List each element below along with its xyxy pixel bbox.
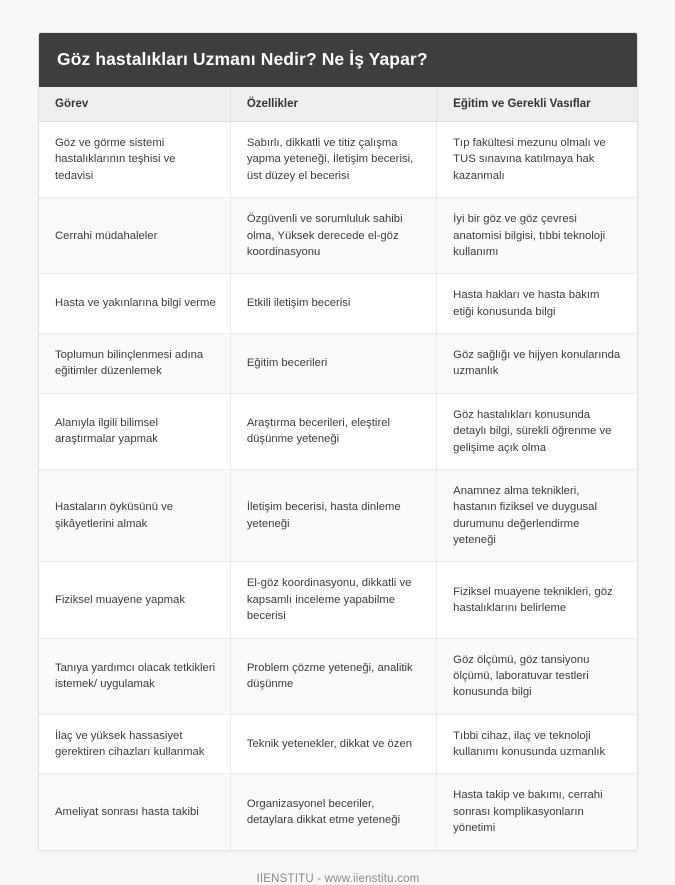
cell-egitim: Tıp fakültesi mezunu olmalı ve TUS sınavına katılmaya hak kazanmalı (437, 122, 637, 198)
table-row (39, 334, 637, 394)
table-row (39, 638, 637, 714)
cell-gorev: Hastaların öyküsünü ve şikâyetlerini almak (39, 469, 230, 562)
column-header-egitim: Eğitim ve Gerekli Vasıflar (437, 87, 637, 122)
cell-gorev: Fiziksel muayene yapmak (39, 562, 230, 638)
cell-egitim: İyi bir göz ve göz çevresi anatomisi bilgisi, tıbbi teknoloji kullanımı (437, 198, 637, 274)
cell-egitim: Tıbbi cihaz, ilaç ve teknoloji kullanımı konusunda uzmanlık (437, 714, 637, 774)
cell-egitim: Anamnez alma teknikleri, hastanın fiziksel ve duygusal durumunu değerlendirme yeteneği (437, 469, 637, 562)
column-header-ozellikler: Özellikler (230, 87, 436, 122)
table-header (39, 87, 637, 122)
cell-egitim: Göz ölçümü, göz tansiyonu ölçümü, laboratuvar testleri konusunda bilgi (437, 638, 637, 714)
table-row (39, 562, 637, 638)
cell-gorev: İlaç ve yüksek hassasiyet gerektiren cihazları kullanmak (39, 714, 230, 774)
cell-ozellikler: Teknik yetenekler, dikkat ve özen (230, 714, 436, 774)
table-row (39, 274, 637, 334)
cell-gorev: Hasta ve yakınlarına bilgi verme (39, 274, 230, 334)
cell-ozellikler: Organizasyonel beceriler, detaylara dikkat etme yeteneği (230, 774, 436, 850)
table-row (39, 714, 637, 774)
cell-egitim: Hasta takip ve bakımı, cerrahi sonrası komplikasyonların yönetimi (437, 774, 637, 850)
table-body (39, 122, 637, 850)
cell-ozellikler: Sabırlı, dikkatli ve titiz çalışma yapma yeteneği, İletişim becerisi, üst düzey el becerisi (230, 122, 436, 198)
table-row (39, 774, 637, 850)
cell-egitim: Göz sağlığı ve hijyen konularında uzmanlık (437, 334, 637, 394)
table-row (39, 393, 637, 469)
cell-gorev: Göz ve görme sistemi hastalıklarının teşhisi ve tedavisi (39, 122, 230, 198)
column-header-gorev: Görev (39, 87, 230, 122)
cell-egitim: Hasta hakları ve hasta bakım etiği konusunda bilgi (437, 274, 637, 334)
table-row (39, 122, 637, 198)
cell-ozellikler: Problem çözme yeteneği, analitik düşünme (230, 638, 436, 714)
cell-gorev: Alanıyla ilgili bilimsel araştırmalar yapmak (39, 393, 230, 469)
cell-ozellikler: Eğitim becerileri (230, 334, 436, 394)
cell-ozellikler: El-göz koordinasyonu, dikkatli ve kapsamlı inceleme yapabilme becerisi (230, 562, 436, 638)
cell-ozellikler: Etkili iletişim becerisi (230, 274, 436, 334)
cell-gorev: Ameliyat sonrası hasta takibi (39, 774, 230, 850)
data-table (39, 87, 637, 850)
cell-gorev: Tanıya yardımcı olacak tetkikleri istemek/ uygulamak (39, 638, 230, 714)
table-row (39, 198, 637, 274)
cell-ozellikler: Özgüvenli ve sorumluluk sahibi olma, Yüksek derecede el-göz koordinasyonu (230, 198, 436, 274)
cell-egitim: Fiziksel muayene teknikleri, göz hastalıklarını belirleme (437, 562, 637, 638)
cell-ozellikler: Araştırma becerileri, eleştirel düşünme yeteneği (230, 393, 436, 469)
table-header-row (39, 87, 637, 122)
table-row (39, 469, 637, 562)
cell-gorev: Toplumun bilinçlenmesi adına eğitimler düzenlemek (39, 334, 230, 394)
cell-egitim: Göz hastalıkları konusunda detaylı bilgi, sürekli öğrenme ve gelişime açık olma (437, 393, 637, 469)
cell-gorev: Cerrahi müdahaleler (39, 198, 230, 274)
footer-attribution: IIENSTITU - www.iienstitu.com (256, 872, 420, 885)
cell-ozellikler: İletişim becerisi, hasta dinleme yeteneği (230, 469, 436, 562)
info-table-card (38, 32, 638, 851)
page-title: Göz hastalıkları Uzmanı Nedir? Ne İş Yapar? (39, 33, 637, 87)
